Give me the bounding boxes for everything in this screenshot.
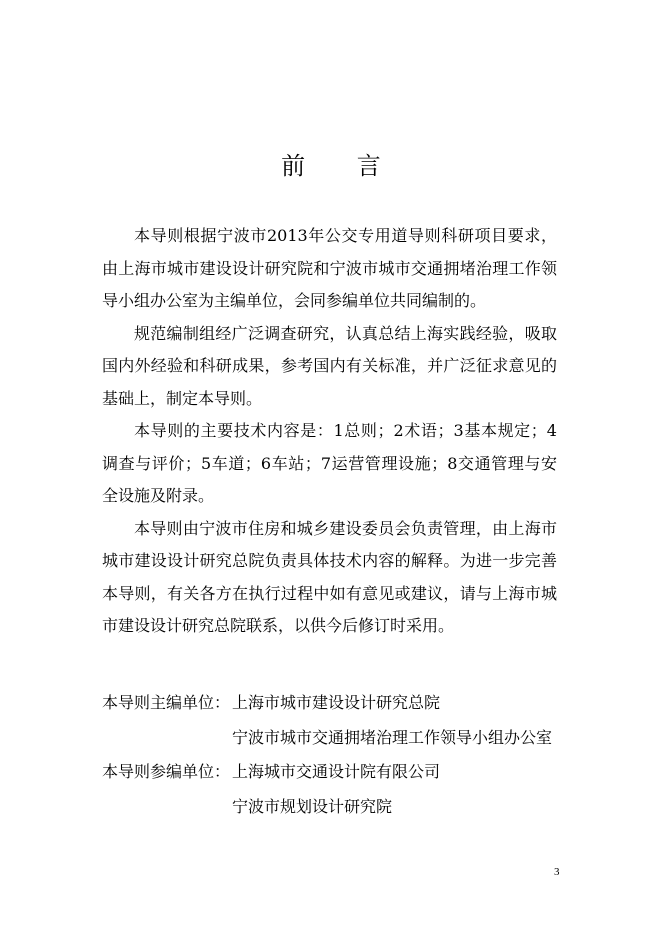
paragraph: 本导则的主要技术内容是：1总则；2术语；3基本规定；4调查与评价；5车道；6车站；7运营管理设施；8交通管理与安全设施及附录。 (102, 421, 557, 505)
participating-unit-row (102, 790, 582, 825)
chief-unit-name: 上海市城市建设设计研究总院 (232, 693, 441, 712)
chief-unit-name: 宁波市城市交通拥堵治理工作领导小组办公室 (232, 727, 553, 747)
page-number: 3 (554, 866, 560, 878)
chief-units-label: 本导则主编单位： (102, 693, 231, 712)
participating-unit-name: 宁波市规划设计研究院 (232, 796, 393, 816)
editing-units (102, 686, 582, 824)
preface-body (102, 220, 557, 643)
paragraph: 本导则根据宁波市2013年公交专用道导则科研项目要求，由上海市城市建设设计研究院和宁波市城市交通拥堵治理工作领导小组办公室为主编单位，会同参编单位共同编制的。 (102, 226, 557, 310)
participating-unit-row (102, 755, 582, 790)
participating-units-label: 本导则参编单位： (102, 762, 231, 781)
preface-title: 前 言 (281, 152, 403, 180)
paragraph: 规范编制组经广泛调查研究，认真总结上海实践经验，吸取国内外经验和科研成果，参考国内有关标准，并广泛征求意见的基础上，制定本导则。 (102, 323, 557, 408)
chief-unit-row (102, 721, 582, 756)
paragraph: 本导则由宁波市住房和城乡建设委员会负责管理，由上海市城市建设设计研究总院负责具体技术内容的解释。为进一步完善本导则，有关各方在执行过程中如有意见或建议，请与上海市城市建设设计研究总院联系，以供今后修订时采用。 (102, 518, 557, 635)
chief-unit-row (102, 686, 582, 721)
participating-unit-name: 上海城市交通设计院有限公司 (232, 762, 441, 781)
